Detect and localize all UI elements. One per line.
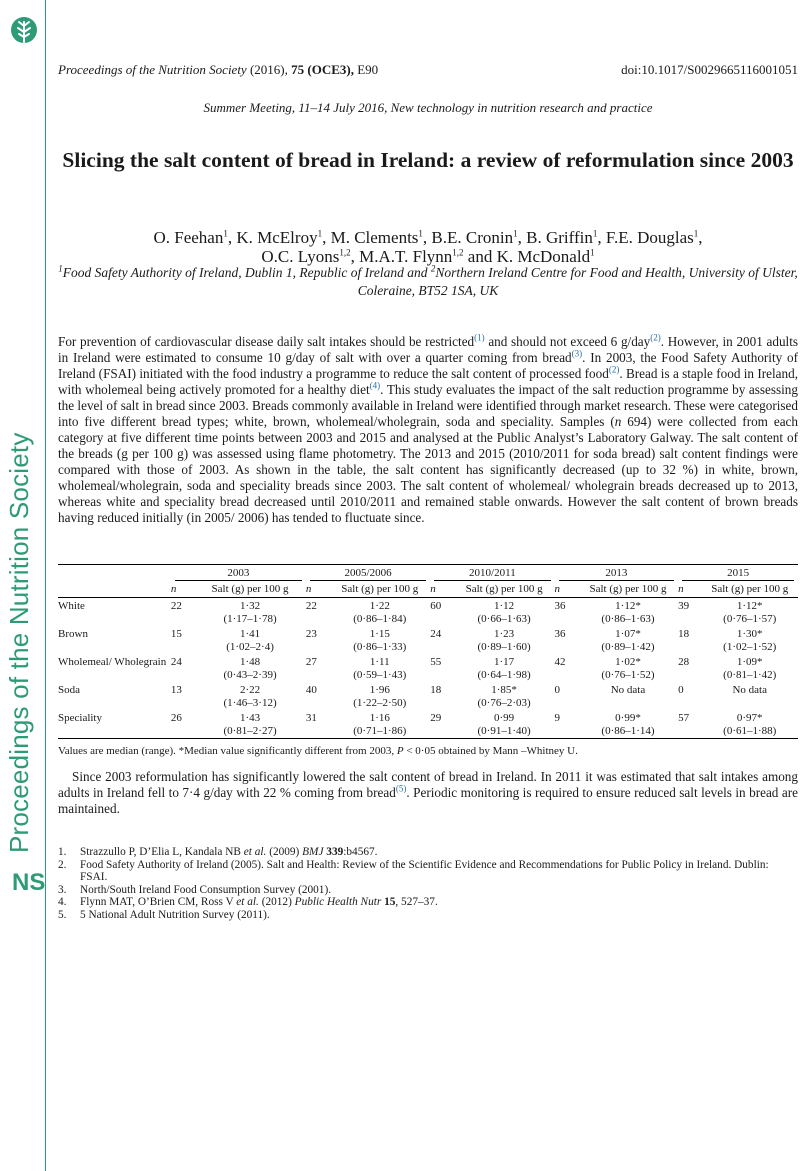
reference-number: 3. (58, 883, 67, 896)
author-name: O.C. Lyons (261, 247, 340, 266)
author-separator: , (517, 228, 527, 247)
table-cell-salt (454, 654, 555, 682)
table-cell-median: 1·07* (615, 628, 641, 640)
table-cell-range: (0·76–1·57) (723, 613, 777, 625)
table-row (58, 626, 798, 654)
table-n-heading: n (554, 583, 561, 595)
reference-etal: et al. (236, 896, 259, 908)
author-affiliation-marker: 1 (317, 228, 323, 239)
table-cell-median: 1·12* (615, 600, 641, 612)
table-sub-header (58, 581, 798, 598)
table-cell-n: 40 (305, 684, 317, 696)
sidebar-divider (45, 0, 46, 1171)
table-cell-range: (0·76–2·03) (477, 697, 531, 709)
table-year-heading: 2013 (555, 565, 679, 582)
abstract-paragraph: For prevention of cardiovascular disease daily salt intakes should be restricted$^{(1)}$ and should not exceed 6 g/day$^{(2)}$. However, in 2001 adults in Ireland were estimated to consume 10 g/day of salt with over a quarter coming from bread$^{(3)}$. In 2003, the Food Safety Authority of Ireland (FSAI) initiated with the food industry a programme to reduce the salt content of processed food$^{(2)}$. Bread is a staple food in Ireland, with wholemeal being actively promoted for a healthy diet$^{(4)}$. This study evaluates the impact of the salt reduction programme by assessing the level of salt in bread since 2003. Breads commonly available in Ireland were identified through market research. These were categorised into five different bread types; white, brown, wholemeal/wholegrain, soda and speciality. Samples (n 694) were collected from each category at five different time points between 2003 and 2015 and analysed at the Public Analyst’s Laboratory Galway. The salt content of the breads (g per 100 g) was assessed using flame photometry. The 2013 and 2015 (2010/2011 for soda bread) salt content findings were compared with those of 2003. As shown in the table, the salt content has significantly decreased (up to 32 %) in white, brown, wholemeal/wholegrain, soda and speciality breads since 2003. The salt content of wholemeal/ wholegrain breads decreased up to 2013, whereas white and speciality bread decreased until 2010/2011 and remained stable onwards. However the salt content of brown breads having reduced initially (in 2005/ 2006) has tended to fluctuate since. (58, 332, 799, 525)
table-cell-range: (0·81–1·42) (723, 669, 777, 681)
author-name: O. Feehan (153, 228, 224, 247)
conclusion-paragraph: Since 2003 reformulation has significantly lowered the salt content of bread in Ireland. In 2011 it was estimated that salt intakes among adults in Ireland fell to 7·4 g/day with 22 % coming from bread$^{(5)}$. Periodic monitoring is required to ensure reduced salt levels in bread are maintained. (58, 769, 798, 816)
citation-link[interactable]: (5) (395, 783, 407, 794)
table-cell-median: 0·97* (736, 712, 763, 724)
author-name: M. Clements (330, 228, 419, 247)
running-header (58, 62, 798, 78)
table-cell-range: (1·22–2·50) (353, 697, 407, 709)
journal-vertical-title: Proceedings of the Nutrition Society (4, 432, 34, 853)
table-row-label: Soda (58, 684, 80, 696)
citation-page: E90 (357, 62, 379, 77)
table-year-heading: 2003 (171, 565, 306, 582)
table-cell-median: 0·99* (615, 712, 641, 724)
table-cell-range: (0·61–1·88) (723, 725, 777, 737)
author-name: B. Griffin (526, 228, 593, 247)
citation-link[interactable]: (3) (571, 348, 583, 359)
table-cell-salt (701, 710, 798, 739)
ns-logo-icon (8, 860, 46, 904)
table-cell-median: 2·22 (239, 684, 261, 696)
table-footnote: Values are median (range). *Median value significantly different from 2003, P < 0·05 obtained by Mann –Whitney U. (58, 745, 578, 757)
meeting-line: Summer Meeting, 11–14 July 2016, New technology in nutrition research and practice (203, 100, 653, 115)
author-name: B.E. Cronin (431, 228, 514, 247)
table-cell-n: 18 (430, 684, 442, 696)
reference-journal: BMJ (302, 846, 324, 858)
table-salt-heading: Salt (g) per 100 g (341, 583, 419, 595)
reference-year: (2012) (258, 896, 295, 908)
table-cell-median: No data (732, 684, 767, 696)
table-year-header (58, 565, 798, 582)
leaf-logo-icon (10, 12, 38, 48)
table-cell-salt (194, 710, 306, 739)
reference-item (58, 909, 798, 922)
table-cell-range: (0·59–1·43) (353, 669, 407, 681)
table-cell-range: (0·91–1·40) (477, 725, 531, 737)
reference-list (58, 846, 798, 921)
table-row-label: Speciality (58, 712, 102, 724)
table-cell-n: 22 (170, 600, 182, 612)
author-name: K. McDonald (496, 247, 591, 266)
reference-item (58, 884, 798, 897)
ns-logo-mark: NS (12, 869, 46, 896)
author-affiliation-marker: 1 (418, 228, 423, 239)
table-cell-median: 0·99 (494, 712, 515, 724)
table-cell-salt (454, 682, 555, 710)
author-separator: , (597, 228, 606, 247)
author-name: F.E. Douglas (605, 228, 694, 247)
affiliation-1-marker: 1 (58, 263, 63, 274)
table-row (58, 654, 798, 682)
table-cell-median: 1·30* (736, 628, 763, 640)
table-n-heading: n (430, 583, 436, 595)
table-cell-salt (578, 710, 678, 739)
table-cell-salt (194, 626, 306, 654)
reference-year: (2009) (266, 846, 303, 858)
table-cell-salt (701, 626, 798, 654)
table-cell-median: 1·22 (369, 600, 390, 612)
table-cell-salt (329, 654, 430, 682)
table-row (58, 682, 798, 710)
table-cell-n: 24 (430, 628, 442, 640)
table-row-label: Wholemeal/ Wholegrain (58, 656, 167, 668)
table-cell-range: (1·46–3·12) (223, 697, 277, 709)
author-affiliation-marker: 1 (513, 228, 518, 239)
table-cell-salt (194, 654, 306, 682)
reference-number: 5. (58, 908, 67, 921)
reference-text: Flynn MAT, O’Brien CM, Ross V (80, 896, 237, 908)
table-cell-range: (0·76–1·52) (601, 669, 655, 681)
table-cell-median: 1·15 (369, 628, 390, 640)
table-cell-salt (454, 626, 555, 654)
reference-item (58, 896, 798, 909)
table-cell-salt (578, 598, 678, 627)
table-cell-median: 1·41 (239, 628, 261, 640)
author-affiliation-marker: 1 (592, 228, 598, 239)
table-cell-median: 1·11 (369, 656, 390, 668)
author-separator: , (322, 228, 331, 247)
table-cell-salt (329, 598, 430, 627)
reference-text: Food Safety Authority of Ireland (2005). Salt and Health: Review of the Scientific Evidence and Recommendations for Public Policy in Ireland. Dublin: FSAI. (80, 858, 769, 883)
table-cell-salt (701, 598, 798, 627)
table-cell-n: 27 (305, 656, 317, 668)
author-name: M.A.T. Flynn (359, 247, 453, 266)
affiliation-1: Food Safety Authority of Ireland, Dublin 1, Republic of Ireland and (62, 265, 431, 280)
reference-number: 4. (58, 896, 67, 908)
table-cell-range: (0·81–2·27) (223, 725, 277, 737)
author-separator: , (698, 228, 703, 247)
table-salt-heading: Salt (g) per 100 g (711, 583, 789, 595)
table-n-heading: n (678, 583, 684, 595)
citation-link[interactable]: (2) (650, 332, 661, 343)
author-separator: , (227, 228, 237, 247)
reference-number: 2. (58, 858, 67, 871)
table-cell-n: 36 (554, 628, 566, 640)
table-cell-range: (0·89–1·60) (477, 641, 531, 653)
table-cell-n: 18 (678, 628, 690, 640)
journal-sidebar (0, 0, 46, 1171)
table-cell-n: 0 (678, 684, 684, 696)
table-cell-median: 1·12* (736, 600, 763, 612)
reference-volume: 15 (381, 896, 396, 908)
table-cell-n: 31 (305, 712, 317, 724)
table-cell-salt (194, 682, 306, 710)
table-cell-n: 9 (554, 712, 561, 724)
table-cell-n: 39 (678, 600, 690, 612)
reference-number: 1. (58, 846, 67, 858)
table-year-heading: 2005/2006 (306, 565, 430, 582)
table-cell-median: 1·12 (494, 600, 515, 612)
table-cell-median: 1·32 (239, 600, 261, 612)
table-cell-salt (329, 682, 430, 710)
table-cell-median: 1·02* (615, 656, 641, 668)
table-cell-range: (0·66–1·63) (477, 613, 531, 625)
reference-pages: , 527–37. (395, 896, 438, 908)
table-n-heading: n (305, 583, 312, 595)
table-cell-n: 23 (305, 628, 317, 640)
reference-volume: 339 (323, 846, 344, 858)
table-corner (58, 565, 171, 582)
reference-item (58, 859, 798, 884)
table-cell-salt (701, 654, 798, 682)
table-cell-n: 0 (554, 684, 561, 696)
table-cell-median: 1·23 (494, 628, 515, 640)
table-salt-heading: Salt (g) per 100 g (211, 583, 289, 595)
table-row-label: Brown (58, 628, 88, 640)
table-cell-median: 1·85* (491, 684, 517, 696)
table-cell-n: 29 (430, 712, 442, 724)
author-separator: , (350, 247, 360, 266)
author-separator: , (422, 228, 432, 247)
table-cell-salt (701, 682, 798, 710)
table-cell-salt (578, 654, 678, 682)
table-cell-range: (0·64–1·98) (477, 669, 531, 681)
table-cell-n: 28 (678, 656, 690, 668)
table-corner-sub (58, 581, 171, 598)
author-list (58, 228, 798, 266)
reference-text: 5 National Adult Nutrition Survey (2011). (80, 908, 270, 921)
table-cell-salt (454, 710, 555, 739)
author-affiliation-marker: 1 (223, 228, 228, 239)
article-title: Slicing the salt content of bread in Ireland: a review of reformulation since 2003 (62, 148, 794, 172)
citation-journal-name: Proceedings of the Nutrition Society (58, 62, 247, 77)
table-row-label: White (58, 600, 85, 612)
table-cell-median: 1·96 (369, 684, 390, 696)
citation-link[interactable]: (4) (369, 380, 381, 391)
reference-journal: Public Health Nutr (294, 896, 382, 908)
citation-volume: 75 (OCE3), (291, 62, 354, 77)
table-n-heading: n (170, 583, 177, 595)
table-cell-median: 1·09* (736, 656, 763, 668)
salt-table (58, 564, 798, 739)
table-cell-range: (0·86–1·33) (353, 641, 407, 653)
abstract (58, 334, 798, 526)
table-cell-salt (194, 598, 306, 627)
table-cell-range: (1·17–1·78) (223, 613, 277, 625)
table-cell-range: (0·89–1·42) (601, 641, 655, 653)
table-cell-range: (0·71–1·86) (353, 725, 407, 737)
table-row (58, 710, 798, 739)
table-cell-n: 22 (305, 600, 317, 612)
affiliation-2: Northern Ireland Centre for Food and Health, University of Ulster, Coleraine, BT52 1SA, UK (357, 265, 798, 298)
author-affiliation-marker: 1 (590, 247, 595, 258)
affiliations (58, 264, 798, 300)
journal-citation (58, 62, 378, 78)
table-cell-range: (0·43–2·39) (223, 669, 277, 681)
table-cell-range: (1·02–2·4) (226, 641, 274, 653)
table-cell-median: 1·43 (239, 712, 261, 724)
author-affiliation-marker: 1 (693, 228, 699, 239)
table-cell-n: 55 (430, 656, 442, 668)
citation-link[interactable]: (2) (608, 364, 620, 375)
table-cell-median: 1·16 (369, 712, 390, 724)
reference-etal: et al. (243, 846, 267, 858)
table-year-heading: 2010/2011 (430, 565, 554, 582)
table-cell-n: 15 (170, 628, 182, 640)
doi-link[interactable]: doi:10.1017/S0029665116001051 (621, 62, 798, 77)
table-cell-salt (578, 682, 678, 710)
table-salt-heading: Salt (g) per 100 g (589, 583, 667, 595)
table-cell-range: (1·02–1·52) (723, 641, 777, 653)
table-cell-n: 24 (170, 656, 182, 668)
author-affiliation-marker: 1,2 (339, 247, 351, 258)
reference-text: Strazzullo P, D’Elia L, Kandala NB (80, 846, 244, 858)
reference-pages: :b4567. (343, 846, 378, 858)
table-cell-range: (0·86–1·14) (601, 725, 655, 737)
citation-link[interactable]: (1) (474, 332, 485, 343)
table-row (58, 598, 798, 627)
author-separator: and (463, 247, 497, 266)
table-cell-median: 1·48 (239, 656, 261, 668)
table-cell-n: 26 (170, 712, 182, 724)
table-cell-n: 36 (554, 600, 566, 612)
table-cell-median: 1·17 (494, 656, 515, 668)
reference-text: North/South Ireland Food Consumption Survey (2001). (80, 883, 332, 896)
table-cell-median: No data (610, 684, 646, 696)
author-affiliation-marker: 1,2 (452, 247, 464, 258)
table-cell-range: (0·86–1·84) (353, 613, 407, 625)
citation-year: (2016), (249, 62, 288, 77)
table-cell-n: 13 (170, 684, 182, 696)
salt-table-wrapper (58, 564, 798, 757)
author-name: K. McElroy (236, 228, 318, 247)
table-cell-salt (578, 626, 678, 654)
table-cell-salt (329, 710, 430, 739)
table-cell-range: (0·86–1·63) (601, 613, 655, 625)
reference-item (58, 846, 798, 859)
table-year-heading: 2015 (678, 565, 798, 582)
table-cell-salt (454, 598, 555, 627)
table-cell-n: 60 (430, 600, 442, 612)
table-cell-n: 42 (554, 656, 566, 668)
conclusion (58, 769, 798, 817)
affiliation-2-marker: 2 (430, 263, 436, 274)
table-salt-heading: Salt (g) per 100 g (465, 583, 543, 595)
table-cell-salt (329, 626, 430, 654)
table-cell-n: 57 (678, 712, 690, 724)
